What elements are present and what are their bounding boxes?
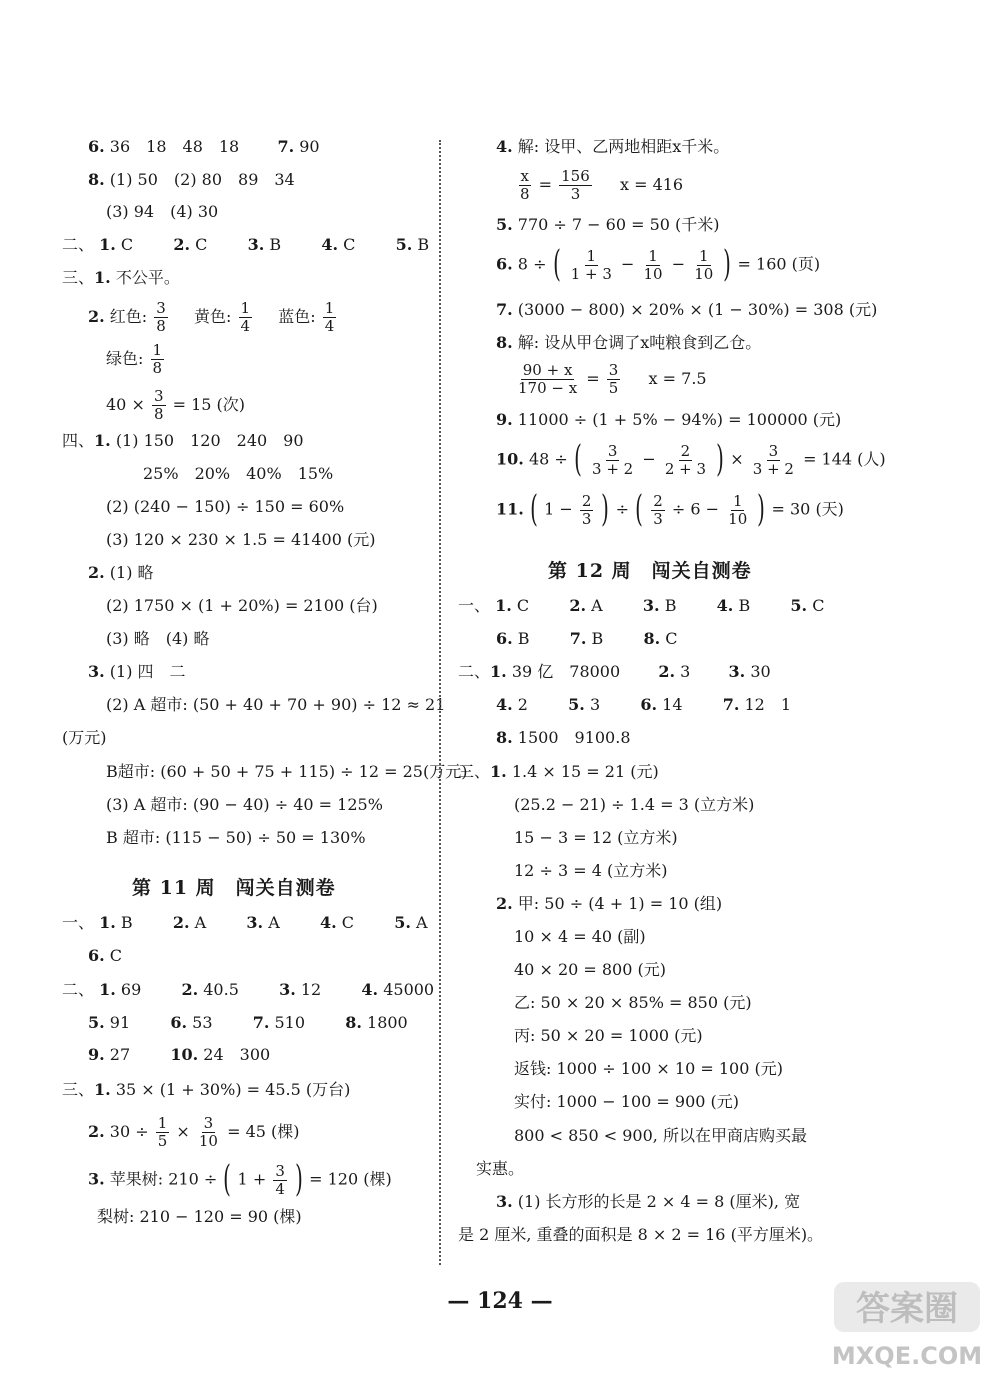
right-line-9: 10. 48 ÷ ( $\frac{3}{3 + 2}$ − $\frac{2}{2 + 3}$ ) × $\frac{3}{3 + 2}$ = 144 (人) — [496, 439, 886, 480]
left-line-25: 5. 91 6. 53 7. 510 8. 1800 — [88, 1013, 408, 1032]
right-paren: ) — [716, 439, 725, 480]
right-line-1: 4. 解: 设甲、乙两地相距x千米。 — [496, 137, 730, 156]
right-line-27: 800 < 850 < 900, 所以在甲商店购买最 — [514, 1126, 807, 1145]
right-line-24: 丙: 50 × 20 = 1000 (元) — [514, 1026, 703, 1045]
right-line-3: 5. 770 ÷ 7 − 60 = 50 (千米) — [496, 215, 720, 234]
left-line-14: (2) 1750 × (1 + 20%) = 2100 (台) — [106, 596, 378, 615]
left-line-6: 2. 红色: $\frac{3}{8}$ 黄色: $\frac{1}{4}$ 蓝色: $\frac{1}{4}$ — [88, 299, 335, 335]
right-line-23: 乙: 50 × 20 × 85% = 850 (元) — [514, 993, 752, 1012]
left-paren: ( — [635, 489, 644, 530]
left-line-11: (2) (240 − 150) ÷ 150 = 60% — [106, 497, 345, 516]
page-number: — 124 — — [447, 1288, 553, 1314]
svg-text:答案圈: 答案圈 — [856, 1289, 958, 1329]
column-divider — [439, 140, 441, 1265]
left-line-20: (3) A 超市: (90 − 40) ÷ 40 = 125% — [106, 795, 383, 814]
right-line-11: 一、 1. C 2. A 3. B 4. B 5. C — [458, 596, 825, 615]
right-line-26: 实付: 1000 − 100 = 900 (元) — [514, 1092, 740, 1111]
left-line-28: 2. 30 ÷ $\frac{1}{5}$ × $\frac{3}{10}$ = 45 (棵) — [88, 1114, 300, 1150]
left-line-13: 2. (1) 略 — [88, 563, 154, 582]
right-paren: ) — [601, 489, 610, 530]
right-line-2: $\frac{x}{8}$ = $\frac{156}{3}$ x = 416 — [520, 167, 684, 203]
right-line-28: 实惠。 — [476, 1159, 525, 1178]
left-line-2: 8. (1) 50 (2) 80 89 34 — [88, 170, 295, 189]
left-line-26: 9. 27 10. 24 300 — [88, 1045, 271, 1064]
right-paren: ) — [757, 489, 766, 530]
right-line-7: $\frac{90 + x}{170 - x}$ = $\frac{3}{5}$ x = 7.5 — [518, 361, 707, 397]
left-line-1: 6. 36 18 48 18 7. 90 — [88, 137, 320, 156]
left-line-19: B超市: (60 + 50 + 75 + 115) ÷ 12 = 25(万元) — [106, 762, 468, 781]
right-line-15: 8. 1500 9100.8 — [496, 728, 631, 747]
left-paren: ( — [223, 1159, 232, 1200]
left-line-12: (3) 120 × 230 × 1.5 = 41400 (元) — [106, 530, 376, 549]
right-line-12: 6. B 7. B 8. C — [496, 629, 678, 648]
left-line-24: 二、 1. 69 2. 40.5 3. 12 4. 45000 — [62, 980, 435, 999]
left-line-27: 三、1. 35 × (1 + 30%) = 45.5 (万台) — [62, 1080, 351, 1099]
right-line-10: 11. ( 1 − $\frac{2}{3}$ ) ÷ ( $\frac{2}{3}$ ÷ 6 − $\frac{1}{10}$ ) = 30 (天) — [496, 489, 844, 530]
week-12-heading: 第 12 周 闯关自测卷 — [548, 560, 752, 582]
left-paren: ( — [574, 439, 582, 480]
left-paren: ( — [530, 489, 538, 530]
right-line-22: 40 × 20 = 800 (元) — [514, 960, 666, 979]
right-line-17: (25.2 − 21) ÷ 1.4 = 3 (立方米) — [514, 795, 755, 814]
left-line-10: 25% 20% 40% 15% — [143, 464, 334, 483]
right-paren: ) — [723, 244, 732, 285]
watermark-logo — [832, 1278, 982, 1373]
right-line-6: 8. 解: 设从甲仓调了x吨粮食到乙仓。 — [496, 333, 762, 352]
right-line-29: 3. (1) 长方形的长是 2 × 4 = 8 (厘米), 宽 — [496, 1192, 801, 1211]
right-line-19: 12 ÷ 3 = 4 (立方米) — [514, 861, 668, 880]
right-line-20: 2. 甲: 50 ÷ (4 + 1) = 10 (组) — [496, 894, 723, 913]
right-line-30: 是 2 厘米, 重叠的面积是 8 × 2 = 16 (平方厘米)。 — [458, 1225, 824, 1244]
left-line-22: 一、 1. B 2. A 3. A 4. C 5. A — [62, 913, 428, 932]
left-line-5: 三、1. 不公平。 — [62, 268, 180, 287]
right-line-13: 二、1. 39 亿 78000 2. 3 3. 30 — [458, 662, 771, 681]
right-line-5: 7. (3000 − 800) × 20% × (1 − 30%) = 308 (元) — [496, 300, 878, 319]
right-line-16: 三、1. 1.4 × 15 = 21 (元) — [458, 762, 659, 781]
left-line-23: 6. C — [88, 946, 123, 965]
right-line-8: 9. 11000 ÷ (1 + 5% − 94%) = 100000 (元) — [496, 410, 842, 429]
right-line-21: 10 × 4 = 40 (副) — [514, 927, 646, 946]
right-line-4: 6. 8 ÷ ( $\frac{1}{1 + 3}$ − $\frac{1}{10}$ − $\frac{1}{10}$ ) = 160 (页) — [496, 244, 821, 285]
left-line-16: 3. (1) 四 二 — [88, 662, 186, 681]
right-paren: ) — [295, 1159, 303, 1200]
left-line-15: (3) 略 (4) 略 — [106, 629, 210, 648]
right-line-25: 返钱: 1000 ÷ 100 × 10 = 100 (元) — [514, 1059, 783, 1078]
left-line-4: 二、 1. C 2. C 3. B 4. C 5. B — [62, 235, 430, 254]
right-line-14: 4. 2 5. 3 6. 14 7. 12 1 — [496, 695, 792, 714]
left-line-9: 四、1. (1) 150 120 240 90 — [62, 431, 304, 450]
left-line-7: 绿色: $\frac{1}{8}$ — [106, 341, 163, 377]
week-11-heading: 第 11 周 闯关自测卷 — [132, 877, 336, 899]
left-line-21: B 超市: (115 − 50) ÷ 50 = 130% — [106, 828, 366, 847]
left-line-29: 3. 苹果树: 210 ÷ ( 1 + $\frac{3}{4}$ ) = 120 (棵) — [88, 1159, 392, 1200]
left-line-17: (2) A 超市: (50 + 40 + 70 + 90) ÷ 12 ≈ 21 — [106, 695, 446, 714]
left-line-30: 梨树: 210 − 120 = 90 (棵) — [97, 1207, 302, 1226]
svg-text:MXQE.COM: MXQE.COM — [832, 1342, 982, 1370]
left-line-3: (3) 94 (4) 30 — [106, 202, 219, 221]
left-line-8: 40 × $\frac{3}{8}$ = 15 (次) — [106, 387, 246, 423]
left-line-18: (万元) — [62, 728, 107, 747]
left-paren: ( — [552, 244, 561, 285]
right-line-18: 15 − 3 = 12 (立方米) — [514, 828, 678, 847]
